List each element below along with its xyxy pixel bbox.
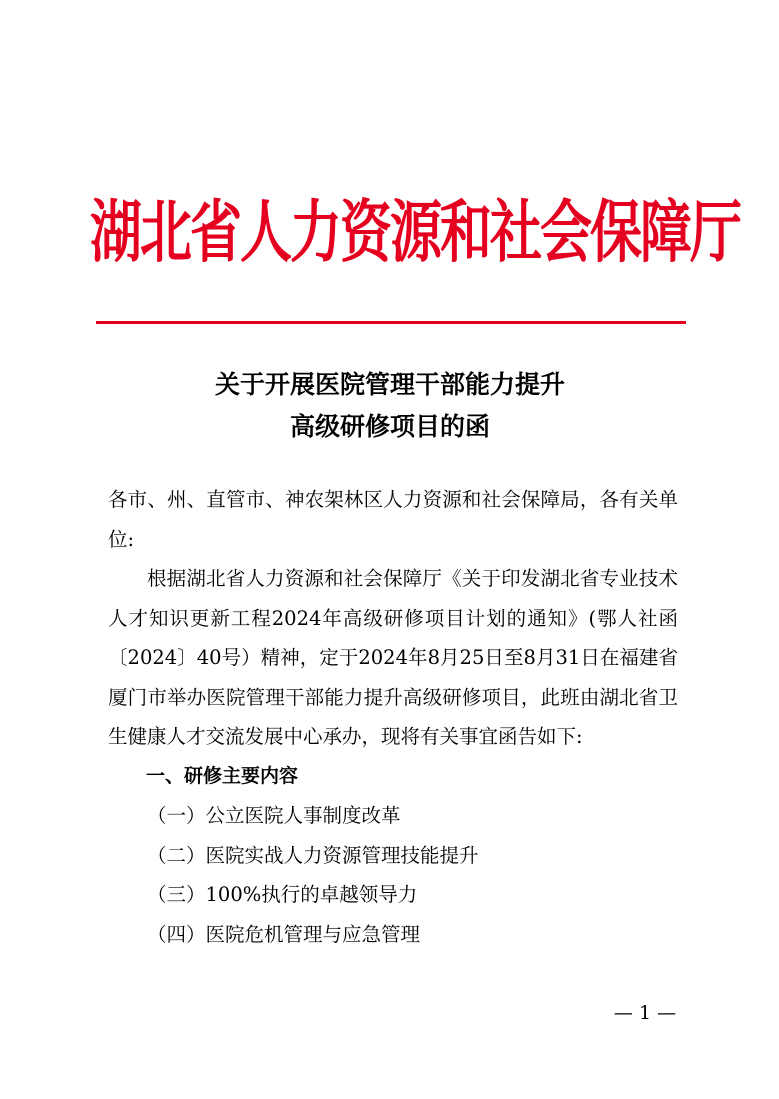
list-item: （二）医院实战人力资源管理技能提升 — [147, 843, 479, 867]
salutation: 各市、州、直管市、神农架林区人力资源和社会保障局，各有关单位: — [108, 488, 678, 551]
document-title — [90, 364, 690, 448]
red-divider-line — [96, 321, 686, 324]
list-item: （三）100%执行的卓越领导力 — [147, 883, 418, 906]
section-heading: 一、研修主要内容 — [146, 764, 299, 787]
title-line-2: 高级研修项目的函 — [289, 412, 490, 441]
issuer-header: 湖北省人力资源和社会保障厅 — [90, 194, 741, 273]
title-line-1: 关于开展医院管理干部能力提升 — [214, 370, 565, 399]
list-item: （四）医院危机管理与应急管理 — [147, 922, 421, 946]
document-body — [108, 480, 678, 954]
intro-paragraph: 根据湖北省人力资源和社会保障厅《关于印发湖北省专业技术人才知识更新工程2024年高级研修项目计划的通知》(鄂人社函〔2024〕40号）精神，定于2024年8月25日至8月31日在福建省厦门市举办医院管理干部能力提升高级研修项目，此班由湖北省卫生健康人才交流发展中心承办，现将有关事宜函告如下: — [108, 567, 678, 748]
list-item: （一）公立医院人事制度改革 — [147, 804, 401, 827]
page-number: — 1 — — [613, 1002, 677, 1024]
